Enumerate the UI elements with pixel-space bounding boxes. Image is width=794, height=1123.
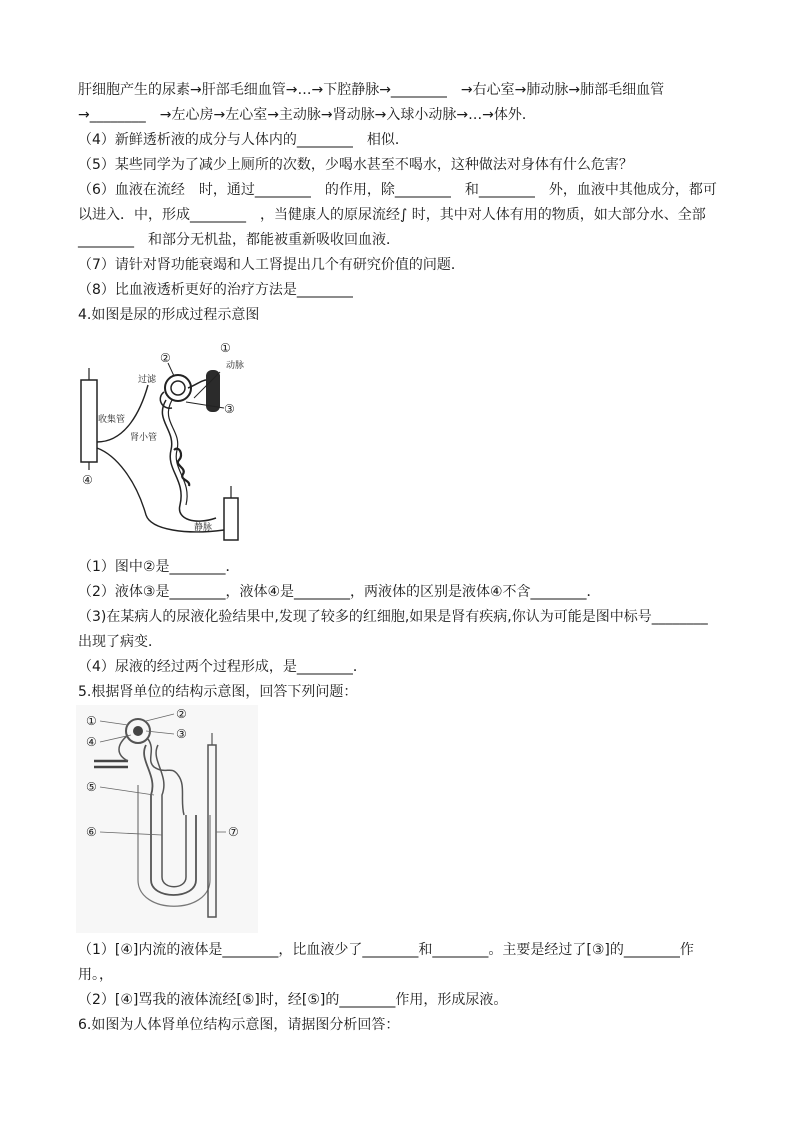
question-5-2: （2）[④]骂我的液体流经[⑤]时，经[⑤]的________作用，形成尿液。 — [78, 992, 508, 1008]
question-4-1: （1）图中②是________． — [78, 559, 240, 575]
marker-6: ⑥ — [86, 825, 97, 839]
marker-4: ④ — [82, 473, 93, 487]
marker-5: ⑤ — [86, 780, 97, 794]
question-4-2: （4）新鲜透析液的成分与人体内的________ 相似． — [78, 132, 409, 148]
text-line: 肝细胞产生的尿素→肝部毛细血管→…→下腔静脉→________ →右心室→肺动脉→肺部毛细血管 — [78, 82, 665, 98]
label-guolv: 过滤 — [138, 375, 157, 385]
question-4-8: （8）比血液透析更好的治疗方法是________ — [78, 282, 353, 298]
text-line: 出现了病变． — [78, 634, 162, 650]
marker-1: ① — [86, 714, 97, 728]
marker-7: ⑦ — [228, 825, 239, 839]
label-jingmai: 静脉 — [194, 523, 213, 533]
question-4-heading: 4.如图是尿的形成过程示意图 — [78, 307, 260, 323]
label-shenxiaoguan: 肾小管 — [130, 433, 158, 443]
question-5-heading: 5.根据肾单位的结构示意图，回答下列问题： — [78, 684, 358, 700]
text-line: 用。， — [78, 967, 113, 983]
label-shouji: 收集管 — [98, 415, 126, 425]
marker-2: ② — [176, 707, 187, 721]
marker-2: ② — [160, 351, 171, 365]
label-dongmai: 动脉 — [226, 361, 245, 371]
question-6-heading: 6.如图为人体肾单位结构示意图，请据图分析回答： — [78, 1017, 400, 1033]
nephron-diagram — [76, 705, 258, 933]
marker-3: ③ — [224, 402, 235, 416]
marker-4: ④ — [86, 735, 97, 749]
question-4-4: （4）尿液的经过两个过程形成，是________． — [78, 659, 367, 675]
question-4-6: （6）血液在流经 时，通过________ 的作用，除________ 和________ 外，血液中其他成分，都可 — [78, 182, 717, 198]
text-line: →________ →左心房→左心室→主动脉→肾动脉→入球小动脉→…→体外． — [78, 107, 536, 123]
question-4-2b: （2）液体③是________，液体④是________，两液体的区别是液体④不含________． — [78, 584, 601, 600]
text-line: 以进入．中，形成________ ，当健康人的原尿流经∫ 时，其中对人体有用的物质，如大部分水、全部 — [78, 207, 706, 223]
question-5-1: （1）[④]内流的液体是________，比血液少了________和________。主要是经过了[③]的________作 — [78, 942, 694, 958]
question-4-3: （3)在某病人的尿液化验结果中,发现了较多的红细胞,如果是肾有疾病,你认为可能是图中标号________ — [78, 609, 708, 625]
marker-1: ① — [220, 341, 231, 355]
marker-3: ③ — [176, 727, 187, 741]
question-4-7: （7）请针对肾功能衰竭和人工肾提出几个有研究价值的问题． — [78, 257, 465, 273]
question-4-5: （5）某些同学为了减少上厕所的次数，少喝水甚至不喝水，这种做法对身体有什么危害？ — [78, 157, 633, 173]
urine-formation-diagram — [76, 330, 251, 550]
text-line: ________ 和部分无机盐，都能被重新吸收回血液． — [78, 232, 400, 248]
